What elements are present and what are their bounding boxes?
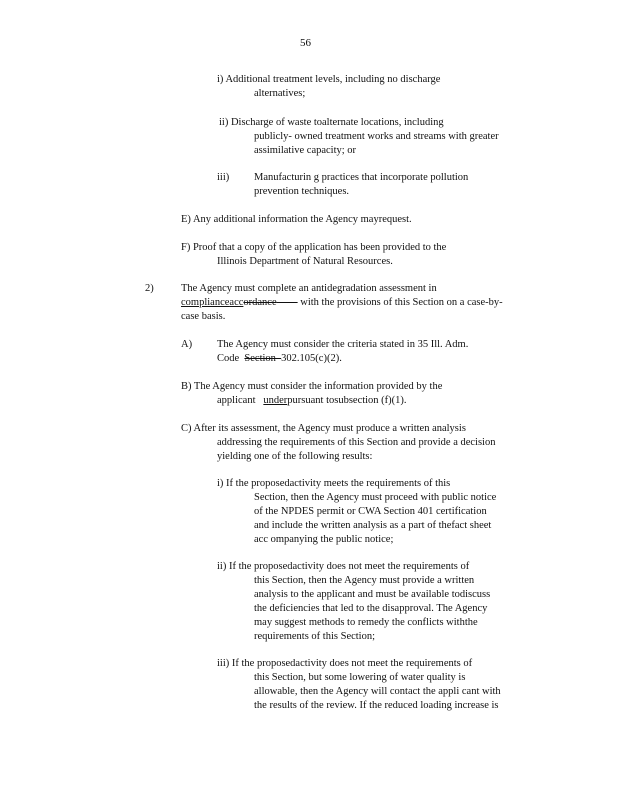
item-F-proof-of-copy: F) Proof that a copy of the application has been provided to the [181, 242, 447, 253]
item-iii-number: iii) [217, 172, 230, 183]
section-2-line-2 [181, 296, 503, 309]
item-Cii-line-5: may suggest methods to remedy the conflicts withthe [254, 617, 478, 628]
item-i-alternatives: alternatives; [254, 88, 306, 99]
section-2-line-1: The Agency must complete an antidegradation assessment in [181, 283, 437, 294]
item-Cii-line-1: ii) If the proposedactivity does not meet the requirements of [217, 561, 470, 572]
item-iii-prevention: prevention techniques. [254, 186, 350, 197]
item-Cii-line-2: this Section, then the Agency must provide a written [254, 575, 475, 586]
item-Ciii-line-2: this Section, but some lowering of water quality is [254, 672, 466, 683]
item-Cii-line-3: analysis to the applicant and must be available todiscuss [254, 589, 491, 600]
item-C-line-3: yielding one of the following results: [217, 451, 373, 462]
item-A-code-rest: 302.105(c)(2). [281, 353, 342, 364]
page-number: 56 [300, 37, 311, 49]
item-F-department: Illinois Department of Natural Resources. [217, 256, 393, 267]
item-Ciii-line-1: iii) If the proposedactivity does not meet the requirements of [217, 658, 473, 669]
inserted-acc: acc [229, 297, 244, 308]
deleted-ordance: ordance [243, 297, 277, 308]
item-B-line-2 [217, 394, 407, 407]
inserted-compliance: compliance [181, 297, 230, 308]
item-Cii-line-4: the deficiencies that led to the disapproval. The Agency [254, 603, 488, 614]
item-iii-manufacturing: Manufacturin g practices that incorporate pollution [254, 172, 469, 183]
item-Ciii-line-4: the results of the review. If the reduced loading increase is [254, 700, 499, 711]
item-Ci-line-1: i) If the proposedactivity meets the requirements of this [217, 478, 451, 489]
item-Ci-line-5: acc ompanying the public notice; [254, 534, 394, 545]
item-A-line-2 [217, 352, 342, 365]
item-i-additional-treatment: i) Additional treatment levels, including no discharge [217, 74, 441, 85]
item-ii-discharge: ii) Discharge of waste toalternate locations, including [219, 117, 444, 128]
inserted-under: under [263, 395, 288, 406]
item-Ciii-line-3: allowable, then the Agency will contact the appli cant with [254, 686, 501, 697]
item-B-line-1: B) The Agency must consider the information provided by the [181, 381, 443, 392]
item-Ci-line-4: and include the written analysis as a part of thefact sheet [254, 520, 492, 531]
section-2-number: 2) [145, 283, 154, 294]
item-ii-assimilative: assimilative capacity; or [254, 145, 357, 156]
item-Ci-line-2: Section, then the Agency must proceed with public notice [254, 492, 497, 503]
section-2-line-3: case basis. [181, 311, 226, 322]
item-C-line-1: C) After its assessment, the Agency must produce a written analysis [181, 423, 466, 434]
item-C-line-2: addressing the requirements of this Section and provide a decision [217, 437, 496, 448]
section-2-line-2-rest: with the provisions of this Section on a case-by- [300, 297, 503, 308]
item-B-applicant: applicant [217, 395, 264, 406]
item-B-pursuant: pursuant tosubsection (f)(1). [287, 395, 407, 406]
item-A-line-1: The Agency must consider the criteria stated in 35 Ill. Adm. [217, 339, 469, 350]
item-Ci-line-3: of the NPDES permit or CWA Section 401 certification [254, 506, 487, 517]
item-A-label: A) [181, 339, 193, 350]
item-A-code: Code [217, 353, 245, 364]
item-Cii-line-6: requirements of this Section; [254, 631, 376, 642]
deleted-gap [277, 297, 298, 308]
item-ii-publicly-owned: publicly- owned treatment works and streams with greater [254, 131, 499, 142]
item-E-additional-information: E) Any additional information the Agency mayrequest. [181, 214, 412, 225]
deleted-section: Section [244, 353, 282, 364]
